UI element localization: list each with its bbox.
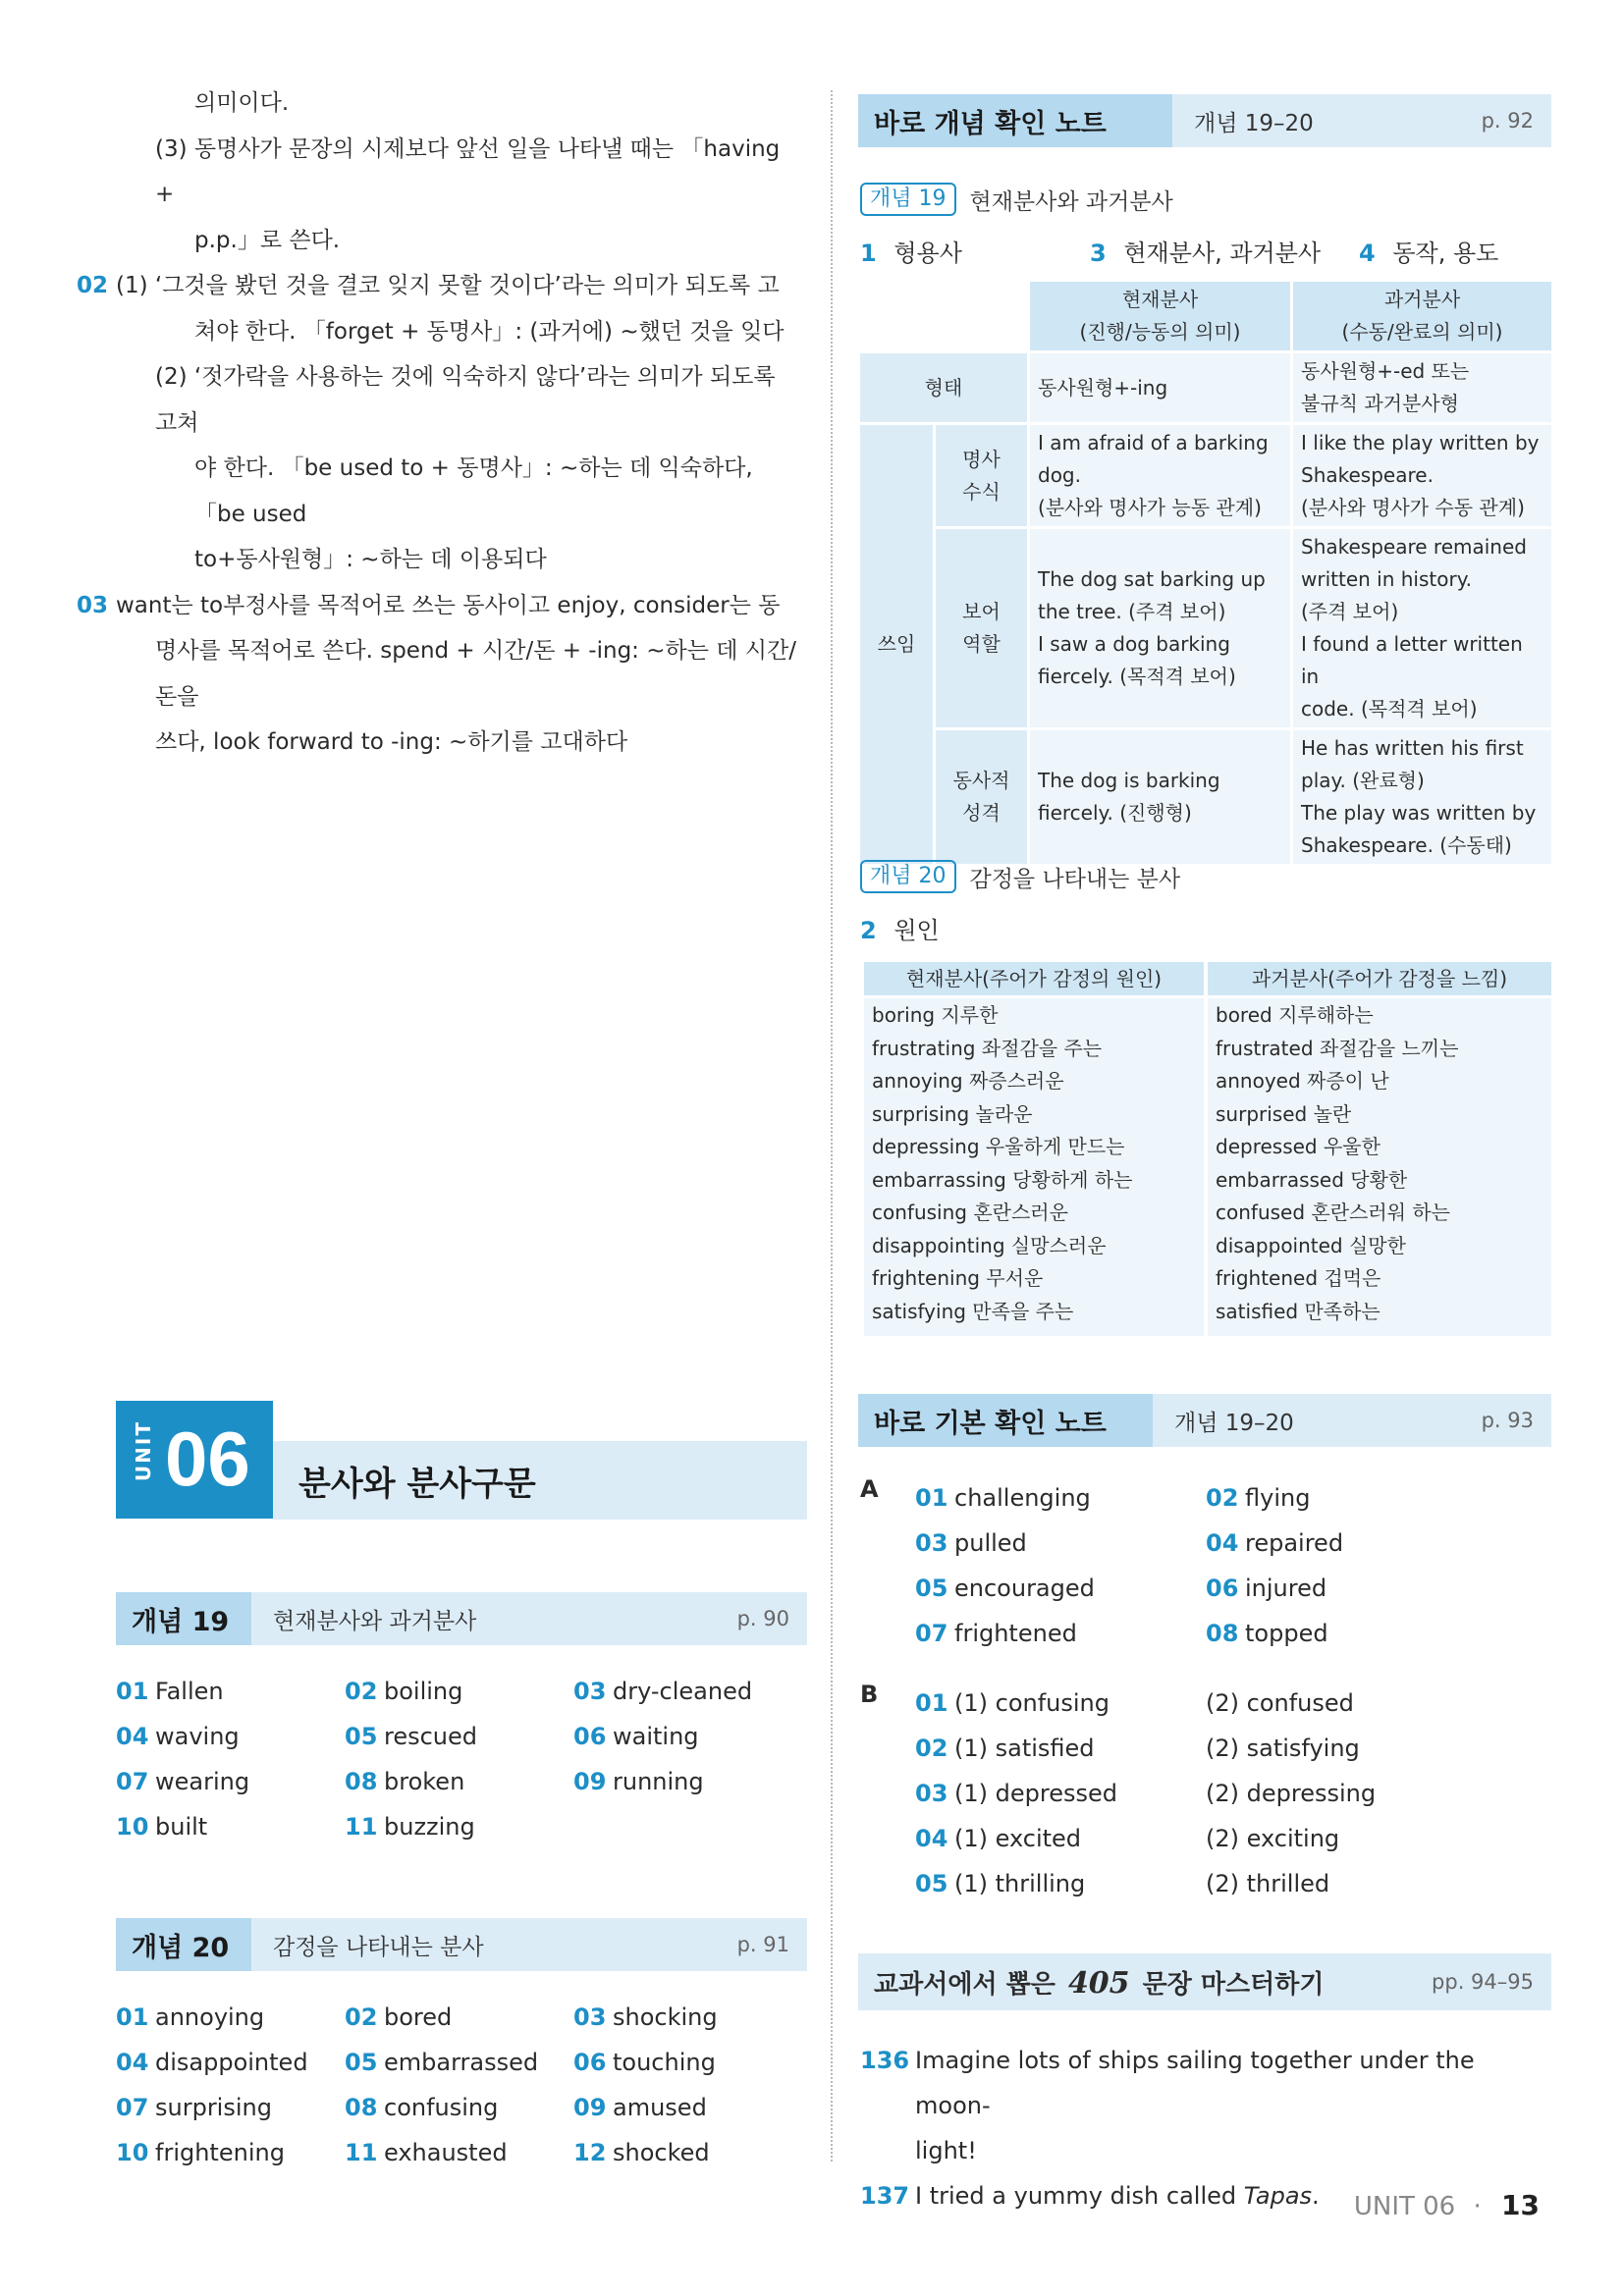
- unit-title: 분사와 분사구문: [298, 1464, 536, 1504]
- list-item: frightening 무서운: [872, 1266, 1044, 1290]
- answer-number: 03: [573, 1678, 607, 1705]
- answer-text: touching: [613, 2049, 716, 2076]
- answer-text: (1) confusing: [954, 1689, 1110, 1717]
- concept20-heading: [860, 860, 1180, 893]
- answer-item: [915, 1521, 1206, 1566]
- answer-item-second: (2) confused: [1206, 1689, 1354, 1717]
- answer-number: 08: [1206, 1620, 1239, 1647]
- answer-text: (1) thrilling: [954, 1870, 1086, 1897]
- concept-title: 현재분사와 과거분사: [969, 188, 1173, 215]
- list-item: frustrated 좌절감을 느끼는: [1216, 1036, 1459, 1060]
- emotion-present-list: [864, 999, 1204, 1328]
- answer-item: [573, 1669, 807, 1714]
- answer-number: 01: [915, 1484, 948, 1512]
- answer-number: 02: [1206, 1484, 1239, 1512]
- answer-item: [915, 1771, 1206, 1816]
- section-label: 바로 개념 확인 노트: [858, 94, 1172, 147]
- answer-number: 07: [915, 1620, 948, 1647]
- answer-item: [345, 2085, 573, 2130]
- answer-text: shocking: [613, 2003, 718, 2031]
- answer-item: [1206, 1521, 1500, 1566]
- sentence-punct: .: [1312, 2182, 1320, 2210]
- cell-line: 불규칙 과거분사형: [1301, 392, 1459, 415]
- list-item: disappointing 실망스러운: [872, 1233, 1107, 1257]
- answer-item-second: (2) satisfying: [1206, 1735, 1360, 1762]
- cell-line: The dog sat barking up: [1038, 567, 1266, 591]
- answer-number: 2: [860, 917, 877, 944]
- footer-dot: ·: [1473, 2192, 1482, 2221]
- answer-item: [1206, 1566, 1500, 1611]
- table-cell: [1030, 730, 1290, 864]
- answer-text: frightening: [155, 2139, 285, 2166]
- page-number: 13: [1501, 2189, 1540, 2221]
- answer-number: 08: [345, 1768, 378, 1795]
- answer-number: 02: [915, 1735, 948, 1762]
- answer-grid-b: [915, 1681, 1500, 1906]
- answer-number: 10: [116, 2139, 149, 2166]
- cell-line: (분사와 명사가 수동 관계): [1301, 496, 1525, 519]
- list-item: confused 혼란스러워 하는: [1216, 1201, 1450, 1224]
- answer-number: 01: [915, 1689, 948, 1717]
- answer-item: [116, 1995, 345, 2040]
- sentence-number: 137: [860, 2182, 910, 2210]
- list-item: frightened 겁먹은: [1216, 1266, 1381, 1290]
- list-item: depressing 우울하게 만드는: [872, 1135, 1125, 1158]
- sentence-italic: Tapas: [1243, 2182, 1313, 2210]
- answer-item: [915, 1816, 1206, 1861]
- cell-line: (분사와 명사가 능동 관계): [1038, 496, 1262, 519]
- list-item: embarrassing 당황하게 하는: [872, 1167, 1133, 1192]
- table-cell: [1030, 425, 1290, 526]
- concept-pill: 개념 19: [860, 183, 956, 216]
- answer-text: 동작, 용도: [1392, 240, 1499, 267]
- list-item: surprising 놀라운: [872, 1101, 1033, 1126]
- answer-line: [1090, 234, 1321, 268]
- cell-line: I am afraid of a barking: [1038, 431, 1269, 454]
- answer-number: 12: [573, 2139, 607, 2166]
- list-item: satisfying 만족을 주는: [872, 1299, 1074, 1323]
- answer-item: [573, 1995, 807, 2040]
- section-label: 개념 20: [116, 1918, 251, 1971]
- label-line: 수식: [962, 479, 1001, 504]
- section-label: 개념 19: [116, 1592, 251, 1645]
- answer-grid-concept20: [116, 1995, 807, 2175]
- section-bar-concept-note: [858, 94, 1551, 147]
- answer-number: 03: [915, 1780, 948, 1807]
- answer-text: (1) depressed: [954, 1780, 1117, 1807]
- cell-line: The play was written by: [1301, 801, 1537, 825]
- answer-item: [573, 1759, 807, 1804]
- header-line: (수동/완료의 의미): [1341, 320, 1503, 344]
- section-subtitle: 현재분사와 과거분사: [273, 1608, 477, 1634]
- unit-badge: [116, 1401, 273, 1519]
- row-sublabel: [936, 425, 1027, 526]
- label-line: 성격: [962, 801, 1001, 825]
- answer-number: 3: [1090, 240, 1107, 267]
- sentence-text: I tried a yummy dish called: [915, 2182, 1244, 2210]
- list-item: depressed 우울한: [1216, 1135, 1380, 1158]
- section-subtitle: 개념 19–20: [1174, 1410, 1294, 1436]
- cell-line: fiercely. (진행형): [1038, 801, 1192, 825]
- answer-item: [345, 1804, 573, 1849]
- answer-text: running: [613, 1768, 704, 1795]
- emotion-header-past: 과거분사(주어가 감정을 느낌): [1208, 962, 1551, 995]
- answer-item: [1206, 1475, 1500, 1521]
- answer-item: [345, 2130, 573, 2175]
- answer-text: disappointed: [155, 2049, 308, 2076]
- expl-line: to+동사원형」: ~하는 데 이용되다: [194, 547, 547, 572]
- unit-number: 06: [165, 1415, 250, 1502]
- part-label-b: B: [860, 1681, 879, 1708]
- answer-number: 05: [345, 1723, 378, 1750]
- answer-text: frightened: [954, 1620, 1077, 1647]
- list-item: disappointed 실망한: [1216, 1233, 1406, 1257]
- list-item: annoying 짜증스러운: [872, 1069, 1064, 1093]
- table-cell: [1293, 353, 1551, 422]
- concept19-heading: [860, 183, 1173, 216]
- expl-line: 야 한다. 「be used to + 동명사」: ~하는 데 익숙하다, 「be used: [194, 455, 753, 527]
- master-title-pre: 교과서에서 뽑은: [874, 1969, 1056, 2000]
- label-line: 보어: [962, 600, 1001, 623]
- answer-text: challenging: [954, 1484, 1091, 1512]
- cell-line: I like the play written by: [1301, 431, 1540, 454]
- section-bar-concept20: [116, 1918, 807, 1971]
- answer-text: wearing: [155, 1768, 250, 1795]
- answer-line: [1359, 234, 1498, 268]
- sentence-136: [860, 2038, 1553, 2128]
- answer-text: bored: [384, 2003, 453, 2031]
- table-cell: [1293, 425, 1551, 526]
- row-sublabel: [936, 730, 1027, 864]
- label-line: 명사: [962, 447, 1001, 471]
- expl-text: want는 to부정사를 목적어로 쓰는 동사이고 enjoy, consider는 동: [116, 592, 781, 618]
- row-label: 형태: [860, 353, 1027, 422]
- answer-text: dry-cleaned: [613, 1678, 753, 1705]
- section-page: p. 91: [736, 1933, 789, 1956]
- section-page: pp. 94–95: [1432, 1970, 1534, 1994]
- cell-line: The dog is barking: [1038, 769, 1220, 792]
- answer-number: 07: [116, 1768, 149, 1795]
- answer-text: flying: [1245, 1484, 1311, 1512]
- answer-item: [915, 1566, 1206, 1611]
- answer-number: 06: [573, 1723, 607, 1750]
- answer-item: [345, 2040, 573, 2085]
- section-bar-master: [858, 1953, 1551, 2010]
- table-cell: [1293, 529, 1551, 727]
- table-cell: [1293, 730, 1551, 864]
- answer-grid-a: [915, 1475, 1500, 1656]
- answer-text: amused: [613, 2094, 707, 2121]
- answer-text: injured: [1245, 1575, 1327, 1602]
- expl-line: (3) 동명사가 문장의 시제보다 앞선 일을 나타낼 때는 「having +: [155, 135, 781, 207]
- answer-number: 05: [345, 2049, 378, 2076]
- answer-number: 04: [1206, 1529, 1239, 1557]
- row-sublabel: [936, 529, 1027, 727]
- part-label-a: A: [860, 1475, 879, 1503]
- cell-line: dog.: [1038, 463, 1081, 487]
- header-line: (진행/능동의 의미): [1079, 320, 1241, 344]
- section-subtitle: 개념 19–20: [1194, 110, 1314, 136]
- answer-item: [573, 2040, 807, 2085]
- answer-number: 05: [915, 1870, 948, 1897]
- answer-text: topped: [1245, 1620, 1328, 1647]
- answer-item: [573, 1714, 807, 1759]
- answer-number: 04: [116, 1723, 149, 1750]
- answer-text: broken: [384, 1768, 465, 1795]
- emotion-past-list: [1208, 999, 1551, 1328]
- answer-number: 1: [860, 240, 877, 267]
- expl-line: 쳐야 한다. 「forget + 동명사」: (과거에) ~했던 것을 잊다: [194, 318, 785, 345]
- cell-line: I saw a dog barking: [1038, 632, 1230, 656]
- master-title-number: 405: [1067, 1965, 1130, 2001]
- answer-item: [1206, 1611, 1500, 1656]
- section-subtitle: 감정을 나타내는 분사: [273, 1934, 484, 1960]
- answer-line: [860, 911, 940, 945]
- list-item: frustrating 좌절감을 주는: [872, 1036, 1103, 1060]
- expl-line: 명사를 목적어로 쓴다. spend + 시간/돈 + -ing: ~하는 데 시간/돈을: [155, 638, 796, 710]
- section-bar-basic-note: [858, 1394, 1551, 1447]
- answer-number: 06: [573, 2049, 607, 2076]
- row-label: 쓰임: [860, 425, 933, 864]
- list-item: bored 지루해하는: [1216, 1003, 1374, 1027]
- expl-number: 02: [77, 273, 109, 298]
- unit-title-bar: [273, 1441, 807, 1520]
- answer-number: 09: [573, 1768, 607, 1795]
- expl-text: (1) ‘그것을 봤던 것을 결코 잊지 못할 것이다’라는 의미가 되도록 고: [116, 273, 780, 298]
- answer-number: 04: [915, 1825, 948, 1852]
- participle-table: [857, 279, 1554, 867]
- answer-text: built: [155, 1813, 208, 1841]
- answer-number: 05: [915, 1575, 948, 1602]
- cell-line: code. (목적격 보어): [1301, 697, 1478, 721]
- answer-text: encouraged: [954, 1575, 1095, 1602]
- cell-line: Shakespeare remained: [1301, 535, 1527, 559]
- answer-text: surprising: [155, 2094, 272, 2121]
- answer-text: waving: [155, 1723, 240, 1750]
- expl-line: [77, 263, 803, 309]
- answer-text: shocked: [613, 2139, 710, 2166]
- answer-item: [915, 1475, 1206, 1521]
- answer-number: 07: [116, 2094, 149, 2121]
- expl-line: [77, 583, 803, 629]
- expl-line: p.p.」로 쓴다.: [194, 227, 341, 253]
- answer-item: [915, 1681, 1206, 1726]
- answer-number: 02: [345, 2003, 378, 2031]
- cell-line: (주격 보어): [1301, 600, 1399, 623]
- answer-item-second: (2) exciting: [1206, 1825, 1340, 1852]
- cell-line: He has written his first: [1301, 736, 1524, 760]
- answer-item: [573, 2130, 807, 2175]
- answer-number: 11: [345, 1813, 378, 1841]
- answer-number: 10: [116, 1813, 149, 1841]
- answer-number: 03: [915, 1529, 948, 1557]
- master-title: [858, 1964, 1432, 2001]
- cell-line: Shakespeare.: [1301, 463, 1434, 487]
- answer-item: [915, 1726, 1206, 1771]
- section-bar-concept19: [116, 1592, 807, 1645]
- answer-text: boiling: [384, 1678, 463, 1705]
- answer-item: [116, 2040, 345, 2085]
- answer-number: 09: [573, 2094, 607, 2121]
- label-line: 동사적: [952, 769, 1010, 792]
- sentence-number: 136: [860, 2047, 910, 2074]
- section-page: p. 90: [736, 1607, 789, 1630]
- answer-item: [915, 1861, 1206, 1906]
- section-label: 바로 기본 확인 노트: [858, 1394, 1153, 1447]
- sentence-text: Imagine lots of ships sailing together under the moon-: [915, 2047, 1475, 2119]
- answer-item: [116, 1714, 345, 1759]
- list-item: surprised 놀란: [1216, 1101, 1352, 1126]
- answer-text: 형용사: [893, 240, 962, 267]
- answer-item: [345, 1995, 573, 2040]
- answer-number: 4: [1359, 240, 1376, 267]
- expl-line: 쓰다, look forward to -ing: ~하기를 고대하다: [155, 729, 628, 755]
- answer-text: annoying: [155, 2003, 265, 2031]
- answer-number: 02: [345, 1678, 378, 1705]
- sentence-text: light!: [915, 2137, 977, 2164]
- column-divider: [831, 90, 833, 2162]
- cell-line: the tree. (주격 보어): [1038, 600, 1226, 623]
- answer-text: confusing: [384, 2094, 499, 2121]
- header-line: 현재분사: [1121, 288, 1199, 311]
- list-item: satisfied 만족하는: [1216, 1299, 1380, 1323]
- master-title-post: 문장 마스터하기: [1142, 1969, 1325, 2000]
- list-item: boring 지루한: [872, 1003, 999, 1027]
- answer-number: 06: [1206, 1575, 1239, 1602]
- answer-item: [345, 1714, 573, 1759]
- answer-text: repaired: [1245, 1529, 1344, 1557]
- list-item: embarrassed 당황한: [1216, 1167, 1408, 1192]
- section-page: p. 93: [1481, 1409, 1534, 1432]
- concept-title: 감정을 나타내는 분사: [969, 866, 1181, 892]
- table-cell: [1030, 529, 1290, 727]
- unit-label: UNIT: [132, 1420, 155, 1482]
- answer-text: (1) excited: [954, 1825, 1082, 1852]
- label-line: 역할: [962, 632, 1001, 656]
- list-item: annoyed 짜증이 난: [1216, 1069, 1389, 1093]
- answer-item: [116, 1669, 345, 1714]
- answer-text: pulled: [954, 1529, 1027, 1557]
- concept-pill: 개념 20: [860, 860, 956, 893]
- answer-text: waiting: [613, 1723, 699, 1750]
- answer-text: 현재분사, 과거분사: [1123, 240, 1322, 267]
- cell-line: 동사원형+-ed 또는: [1301, 359, 1470, 383]
- answer-number: 03: [573, 2003, 607, 2031]
- cell-line: play. (완료형): [1301, 769, 1425, 792]
- table-cell: 동사원형+-ing: [1030, 353, 1290, 422]
- table-header: [1030, 282, 1290, 350]
- section-page: p. 92: [1481, 109, 1534, 133]
- answer-number: 08: [345, 2094, 378, 2121]
- answer-item: [116, 1759, 345, 1804]
- answer-line: [860, 234, 962, 268]
- expl-line: (2) ‘젓가락을 사용하는 것에 익숙하지 않다’라는 의미가 되도록 고쳐: [155, 364, 776, 436]
- answer-grid-concept19: [116, 1669, 807, 1849]
- list-item: confusing 혼란스러운: [872, 1201, 1068, 1224]
- cell-line: written in history.: [1301, 567, 1473, 591]
- answer-text: rescued: [384, 1723, 478, 1750]
- answer-item: [116, 2085, 345, 2130]
- answer-text: 원인: [893, 917, 940, 944]
- expl-line: 의미이다.: [194, 90, 290, 116]
- answer-text: buzzing: [384, 1813, 475, 1841]
- header-line: 과거분사: [1383, 288, 1461, 311]
- answer-number: 04: [116, 2049, 149, 2076]
- answer-number: 01: [116, 2003, 149, 2031]
- expl-number: 03: [77, 592, 109, 618]
- answer-item: [116, 2130, 345, 2175]
- explanation-block: [77, 80, 803, 766]
- answer-text: embarrassed: [384, 2049, 539, 2076]
- answer-text: Fallen: [155, 1678, 224, 1705]
- page-footer: [1354, 2189, 1540, 2221]
- cell-line: Shakespeare. (수동태): [1301, 833, 1512, 857]
- answer-item: [345, 1669, 573, 1714]
- answer-number: 01: [116, 1678, 149, 1705]
- footer-unit: UNIT 06: [1353, 2192, 1456, 2221]
- answer-text: exhausted: [384, 2139, 508, 2166]
- answer-number: 11: [345, 2139, 378, 2166]
- answer-item: [573, 2085, 807, 2130]
- emotion-header-present: 현재분사(주어가 감정의 원인): [864, 962, 1204, 995]
- answer-item: [116, 1804, 345, 1849]
- answer-item-second: (2) depressing: [1206, 1780, 1377, 1807]
- table-header: [1293, 282, 1551, 350]
- cell-line: fiercely. (목적격 보어): [1038, 665, 1236, 688]
- answer-item-second: (2) thrilled: [1206, 1870, 1330, 1897]
- answer-item: [915, 1611, 1206, 1656]
- answer-text: (1) satisfied: [954, 1735, 1095, 1762]
- answer-item: [345, 1759, 573, 1804]
- cell-line: I found a letter written in: [1301, 632, 1523, 688]
